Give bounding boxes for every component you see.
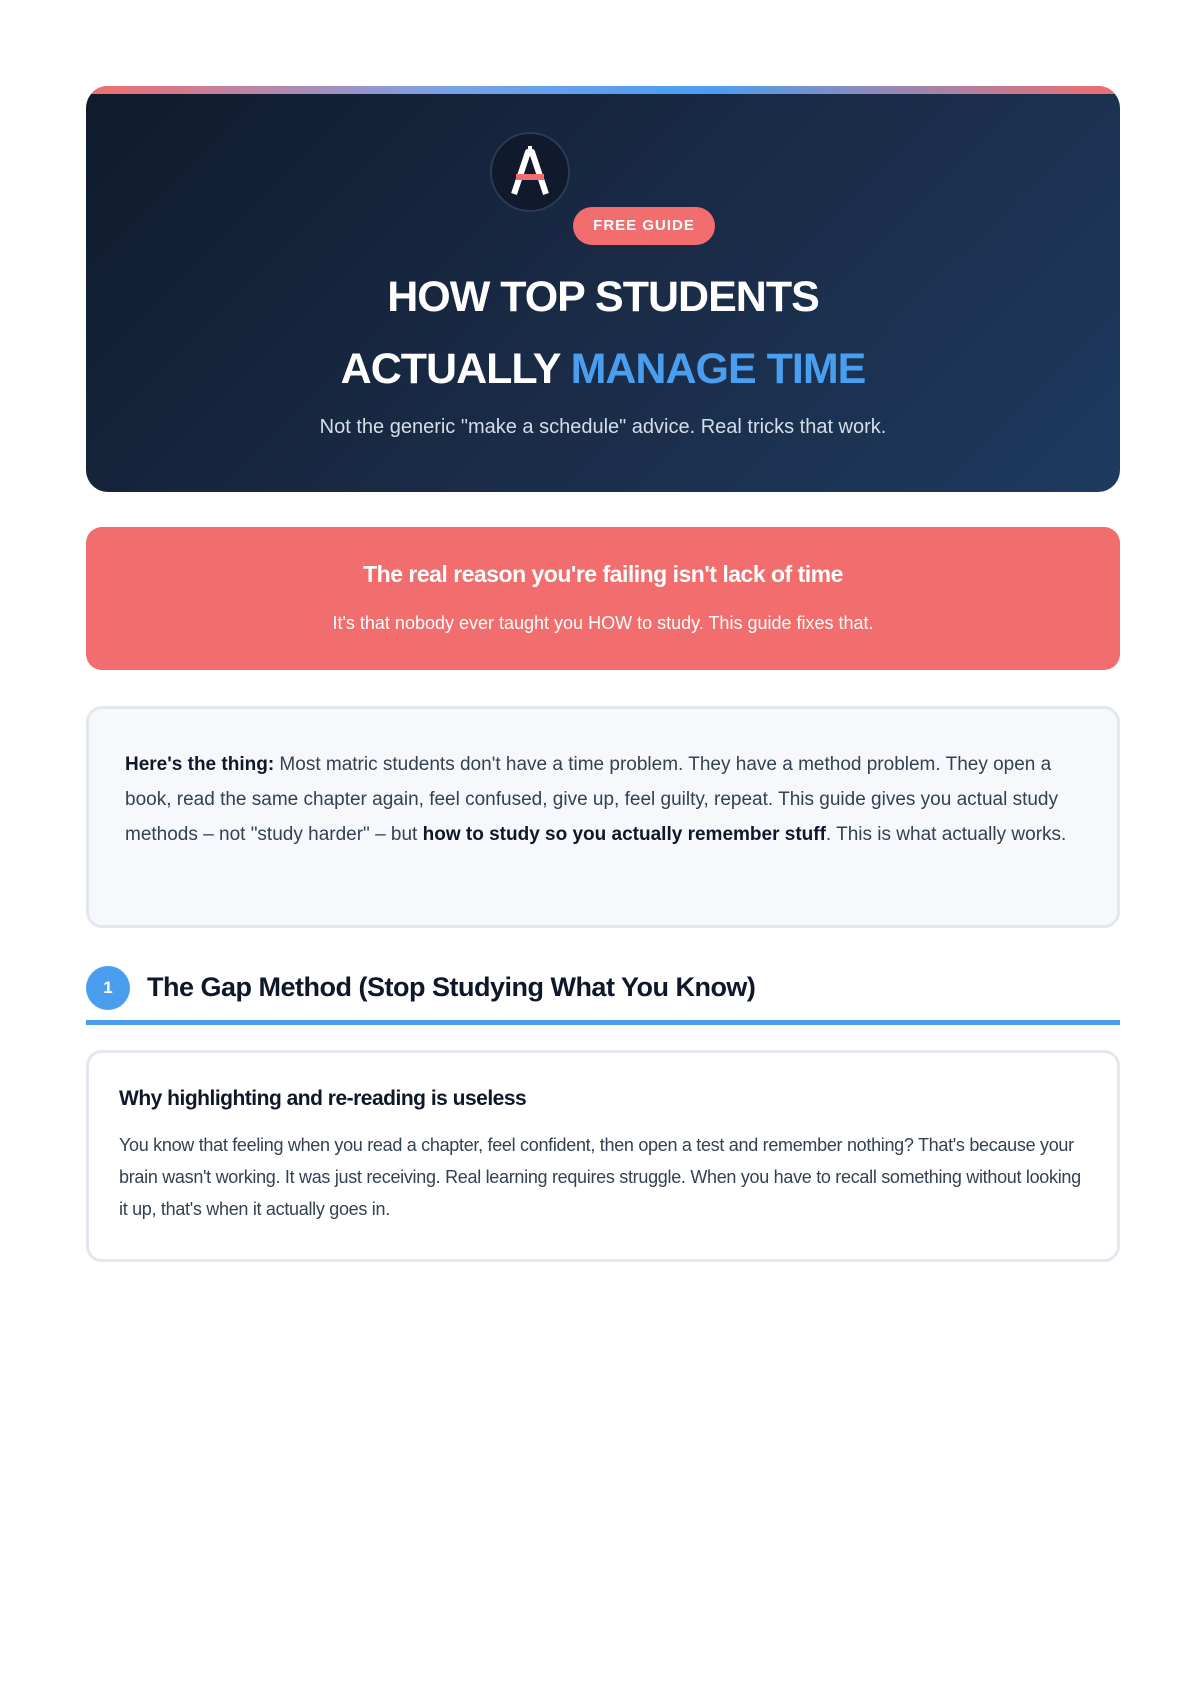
a-logo-icon xyxy=(492,134,568,210)
section-header xyxy=(86,963,1120,1013)
card-title: Why highlighting and re-reading is useless xyxy=(119,1087,527,1110)
section-title: The Gap Method (Stop Studying What You Know) xyxy=(147,972,756,1002)
intro-text-part1: Most matric students don't have a time problem. They have a method problem. They open a book, read the same chapter again, feel confused, give up, feel guilty, repeat. This guide gives you actual study methods – not "study harder" – but xyxy=(125,754,1058,845)
free-guide-badge: FREE GUIDE xyxy=(573,207,715,245)
hero-gradient-bar xyxy=(86,86,1120,94)
hero-subtitle: Not the generic "make a schedule" advice. Real tricks that work. xyxy=(319,416,887,438)
section-number-badge: 1 xyxy=(86,966,130,1010)
intro-box xyxy=(86,706,1120,928)
hero-title-plain: ACTUALLY xyxy=(340,345,560,393)
section-divider xyxy=(86,1020,1120,1025)
intro-emphasis: how to study so you actually remember stuff xyxy=(422,824,826,845)
alert-box xyxy=(86,527,1120,670)
brand-logo xyxy=(490,132,570,212)
intro-text-part2: . This is what actually works. xyxy=(825,824,1067,845)
page xyxy=(86,86,1120,1219)
hero-title-line2 xyxy=(86,344,1120,394)
intro-lead: Here's the thing: xyxy=(125,754,275,775)
alert-title: The real reason you're failing isn't lack of time xyxy=(363,561,843,587)
info-card xyxy=(86,1050,1120,1262)
alert-subtitle: It's that nobody ever taught you HOW to study. This guide fixes that. xyxy=(332,613,874,633)
hero-banner xyxy=(86,86,1120,492)
hero-title-accent: MANAGE TIME xyxy=(570,345,866,393)
hero-title-line1: HOW TOP STUDENTS xyxy=(387,273,819,321)
card-body: You know that feeling when you read a chapter, feel confident, then open a test and remember nothing? That's because your brain wasn't working. It was just receiving. Real learning requires struggle. When you have to recall something without looking it up, that's when it actually goes in. xyxy=(119,1135,1081,1219)
